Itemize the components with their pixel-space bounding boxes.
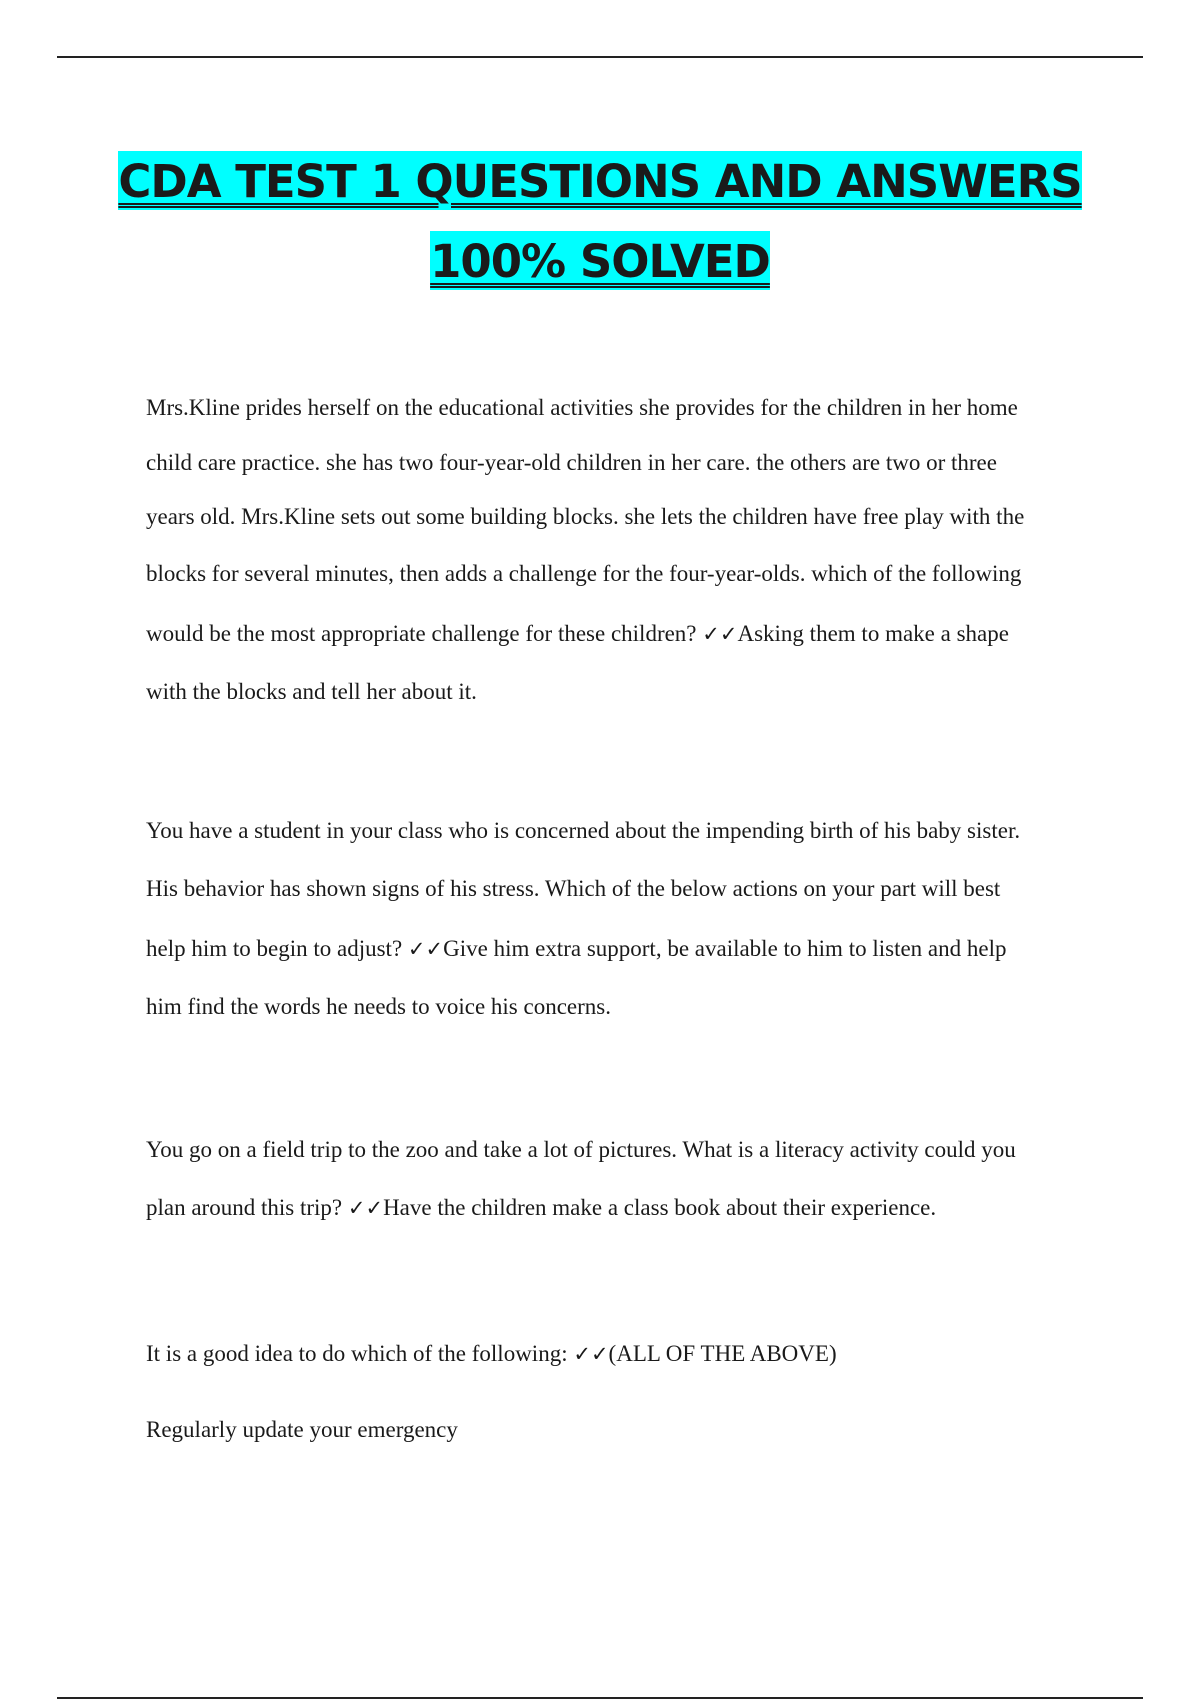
text-line: Mrs.Kline prides herself on the educational activities she provides for the children in her home xyxy=(146,395,1018,420)
top-rule xyxy=(57,56,1143,58)
question-text: help him to begin to adjust? xyxy=(146,936,408,961)
page-title xyxy=(0,142,1200,302)
question-1 xyxy=(146,380,1086,720)
text-line: His behavior has shown signs of his stress. Which of the below actions on your part will best xyxy=(146,876,1001,901)
title-line-1: CDA TEST 1 QUESTIONS AND ANSWERS xyxy=(118,151,1081,210)
text-line: Regularly update your emergency xyxy=(146,1417,458,1442)
check-icon: ✓✓ xyxy=(347,1196,384,1220)
answer-text: Give him extra support, be available to him to listen and help xyxy=(443,936,1007,961)
answer-text: (ALL OF THE ABOVE) xyxy=(608,1341,837,1366)
check-icon: ✓✓ xyxy=(702,622,738,646)
question-4-continuation xyxy=(146,1402,1086,1458)
question-text: would be the most appropriate challenge for these children? xyxy=(146,621,703,646)
text-line xyxy=(146,1180,1086,1236)
question-text: It is a good idea to do which of the following: xyxy=(146,1341,574,1366)
text-line: child care practice. she has two four-year-old children in her care. the others are two or three xyxy=(146,450,997,475)
title-line-2: 100% SOLVED xyxy=(430,231,770,290)
answer-text: him find the words he needs to voice his concerns. xyxy=(146,994,611,1019)
text-line: You have a student in your class who is concerned about the impending birth of his baby sister. xyxy=(146,818,1021,843)
text-line: years old. Mrs.Kline sets out some building blocks. she lets the children have free play with the xyxy=(146,504,1025,529)
answer-text: Asking them to make a shape xyxy=(737,621,1009,646)
check-icon: ✓✓ xyxy=(407,937,444,961)
question-text: plan around this trip? xyxy=(146,1195,348,1220)
text-line xyxy=(146,604,1086,664)
bottom-rule xyxy=(57,1697,1143,1699)
text-line xyxy=(146,1326,1086,1382)
answer-text: with the blocks and tell her about it. xyxy=(146,679,477,704)
question-3 xyxy=(146,1120,1086,1236)
question-4 xyxy=(146,1326,1086,1382)
text-line: blocks for several minutes, then adds a challenge for the four-year-olds. which of the following xyxy=(146,561,1022,586)
question-2 xyxy=(146,803,1086,1035)
text-line: You go on a field trip to the zoo and take a lot of pictures. What is a literacy activity could you xyxy=(146,1137,1016,1162)
check-icon: ✓✓ xyxy=(573,1342,609,1366)
answer-text: Have the children make a class book about their experience. xyxy=(383,1195,937,1220)
text-line xyxy=(146,919,1086,979)
